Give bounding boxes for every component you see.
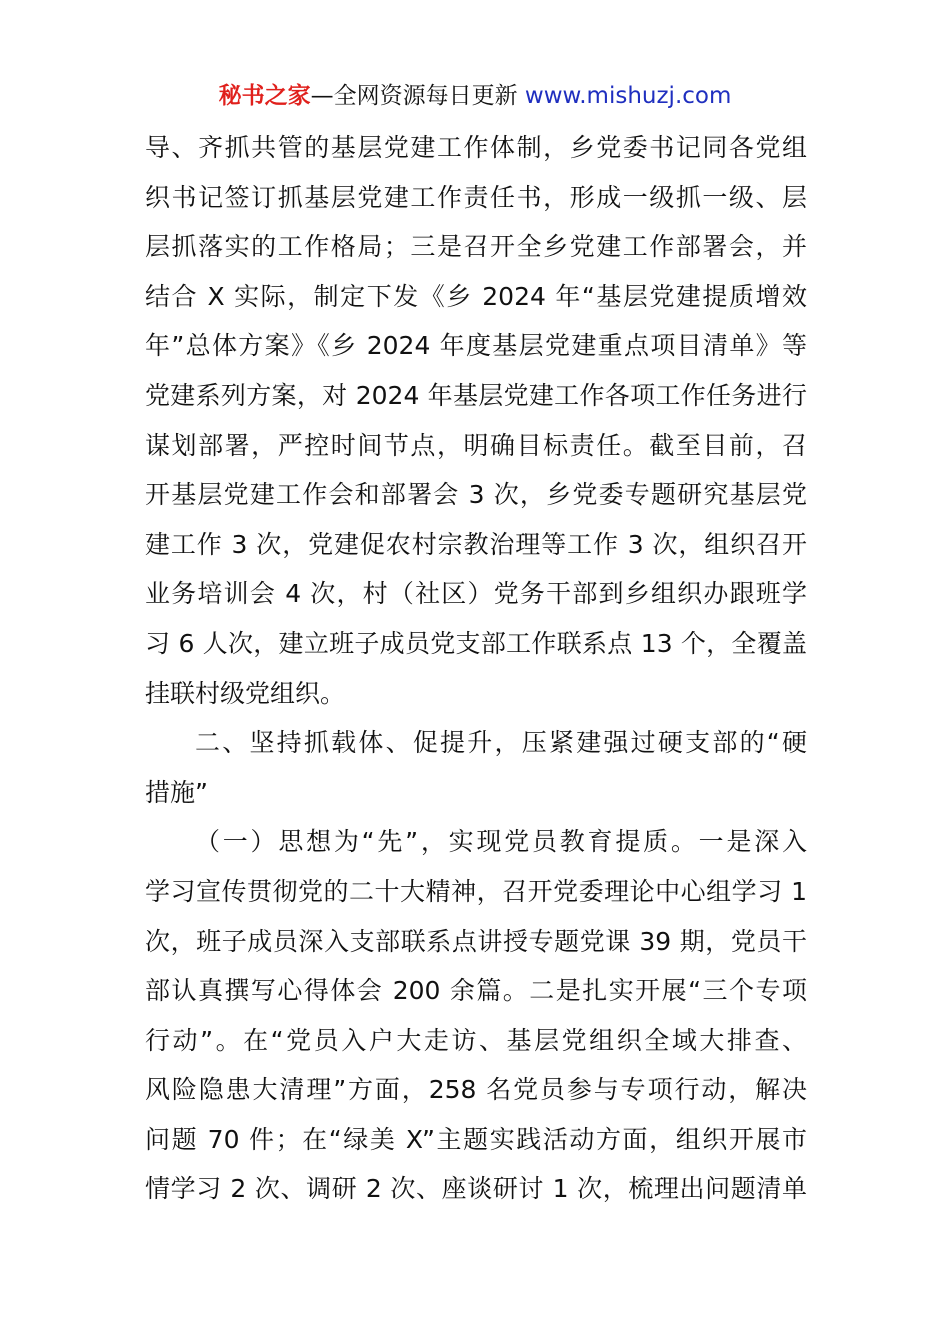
brand-name: 秘书之家 <box>218 83 311 109</box>
text-line: 党建系列方案，对 2024 年基层党建工作各项工作任务进行 <box>145 380 807 410</box>
text-line: 谋划部署，严控时间节点，明确目标责任。截至目前，召 <box>145 430 807 460</box>
header-tagline: —全网资源每日更新 <box>310 83 518 109</box>
text-line: 结合 X 实际，制定下发《乡 2024 年“基层党建提质增效 <box>145 281 807 311</box>
text-line: 层抓落实的工作格局；三是召开全乡党建工作部署会，并 <box>145 232 807 262</box>
text-line: 情学习 2 次、调研 2 次、座谈研讨 1 次，梳理出问题清单 <box>145 1174 807 1204</box>
text-line: 年”总体方案》《乡 2024 年度基层党建重点项目清单》等 <box>145 331 807 361</box>
text-line: 行动”。在“党员入户大走访、基层党组织全域大排查、 <box>145 1025 807 1055</box>
page-header <box>0 80 950 112</box>
section-heading-continued: 措施” <box>145 777 208 807</box>
text-line: 建工作 3 次，党建促农村宗教治理等工作 3 次，组织召开 <box>145 529 807 559</box>
text-line: 风险隐患大清理”方面，258 名党员参与专项行动，解决 <box>145 1075 807 1105</box>
text-line: 开基层党建工作会和部署会 3 次，乡党委专题研究基层党 <box>145 480 807 510</box>
text-line: 习 6 人次，建立班子成员党支部工作联系点 13 个，全覆盖 <box>145 628 807 658</box>
text-line: 导、齐抓共管的基层党建工作体制，乡党委书记同各党组 <box>145 133 807 162</box>
text-line: 织书记签订抓基层党建工作责任书，形成一级抓一级、层 <box>145 182 807 212</box>
document-body <box>145 123 807 1214</box>
site-url-link[interactable]: www.mishuzj.com <box>524 83 732 109</box>
text-line: 挂联村级党组织。 <box>145 678 346 708</box>
text-line: 问题 70 件；在“绿美 X”主题实践活动方面，组织开展市 <box>145 1124 807 1154</box>
text-line: 次，班子成员深入支部联系点讲授专题党课 39 期，党员干 <box>145 926 807 956</box>
subsection-heading: （一）思想为“先”，实现党员教育提质。一是深入 <box>195 827 807 857</box>
text-line: 学习宣传贯彻党的二十大精神，召开党委理论中心组学习 1 <box>145 876 807 906</box>
text-line: 部认真撰写心得体会 200 余篇。二是扎实开展“三个专项 <box>145 976 807 1006</box>
section-heading: 二、坚持抓载体、促提升，压紧建强过硬支部的“硬 <box>195 728 807 758</box>
text-line: 业务培训会 4 次，村（社区）党务干部到乡组织办跟班学 <box>145 579 807 609</box>
